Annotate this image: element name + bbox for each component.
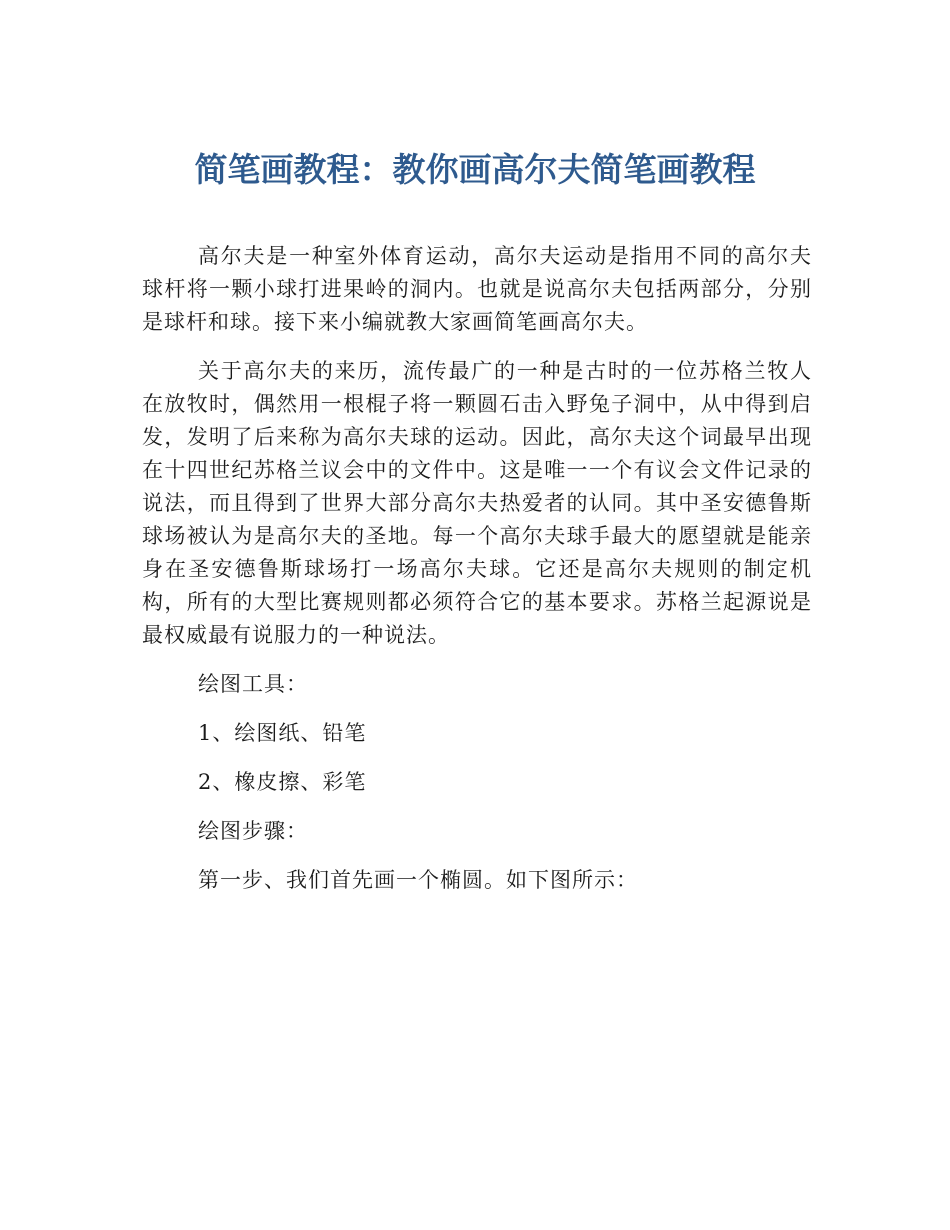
document-title: 简笔画教程：教你画高尔夫简笔画教程 bbox=[194, 150, 756, 189]
history-paragraph: 关于高尔夫的来历，流传最广的一种是古时的一位苏格兰牧人在放牧时，偶然用一根棍子将一颗圆石击入野兔子洞中，从中得到启发，发明了后来称为高尔夫球的运动。因此，高尔夫这个词最早出现在十四世纪苏格兰议会中的文件中。这是唯一一个有议会文件记录的说法，而且得到了世界大部分高尔夫热爱者的认同。其中圣安德鲁斯球场被认为是高尔夫的圣地。每一个高尔夫球手最大的愿望就是能亲身在圣安德鲁斯球场打一场高尔夫球。它还是高尔夫规则的制定机构，所有的大型比赛规则都必须符合它的基本要求。苏格兰起源说是最权威最有说服力的一种说法。 bbox=[142, 359, 812, 647]
intro-paragraph: 高尔夫是一种室外体育运动，高尔夫运动是指用不同的高尔夫球杆将一颗小球打进果岭的洞内。也就是说高尔夫包括两部分，分别是球杆和球。接下来小编就教大家画简笔画高尔夫。 bbox=[142, 244, 812, 334]
tools-heading: 绘图工具： bbox=[198, 672, 308, 696]
step-text: 第一步、我们首先画一个椭圆。如下图所示： bbox=[198, 868, 638, 892]
tool-item: 2、橡皮擦、彩笔 bbox=[198, 770, 367, 794]
document-body bbox=[142, 240, 812, 913]
tool-item: 1、绘图纸、铅笔 bbox=[198, 721, 367, 745]
steps-heading: 绘图步骤： bbox=[198, 819, 308, 843]
